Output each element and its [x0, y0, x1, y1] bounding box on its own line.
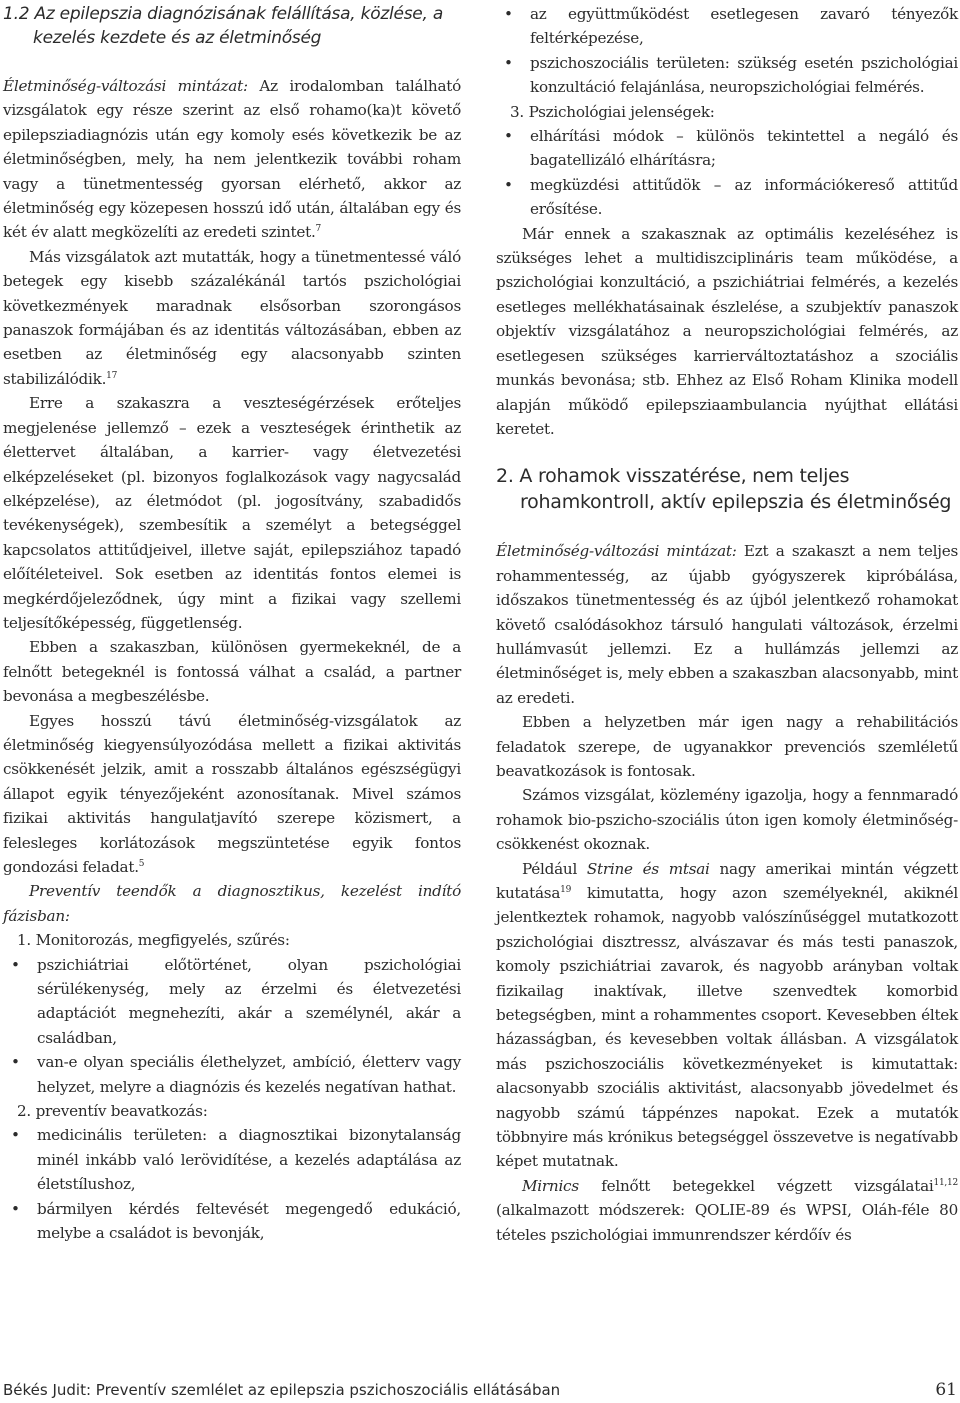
- page-footer: [3, 1380, 957, 1400]
- paragraph: [496, 857, 958, 1174]
- paragraph-text: felnőtt betegekkel végzett vizsgálatai: [578, 1176, 934, 1195]
- paragraph-text: Egyes hosszú távú életminőség-vizsgálatok az életminőség kiegyensúlyozódása mellett a fizikai aktivitás csökkenését jelzik, amit a rosszabb általános egészségügyi állapot egyik tényezőjeként azonosítanak. Mivel számos fizikai aktivitás hangulatjavító szerepe közismert, a felesleges korlátozások megszüntetése egyik fontos gondozási feladat.: [3, 711, 461, 876]
- paragraph: [496, 1174, 958, 1247]
- bullet-list: [3, 953, 461, 1099]
- list-item: • medicinális területen: a diagnosztikai bizonytalanság minél inkább való lerövidítése, a kezelés adaptálása az életstílushoz,: [37, 1123, 461, 1196]
- reference-mark: 11,12: [933, 1177, 958, 1188]
- paragraph-text: Ezt a szakaszt a nem teljes rohammentesség, az újabb gyógyszerek kipróbálása, időszakos tünetmentesség és az újból jelentkező rohamokat követő csalódásokhoz társuló hangulati változások, érzelmi hullámvasút jellemzi. Ez a hullámzás jellemzi az életminőséget is, mely ebben a szakaszban alacsonyabb, mint az eredeti.: [496, 542, 958, 707]
- author-name: Mirnics: [522, 1176, 579, 1195]
- list-title: 1. Monitorozás, megfigyelés, szűrés:: [17, 931, 290, 950]
- paragraph-text: Más vizsgálatok azt mutatták, hogy a tünetmentessé váló betegek egy kisebb százalékánál tartós pszichológiai következmények maradnak elsősorban szorongásos panaszok formájában és az identitás változásában, ebben az esetben az életminőség egy alacsonyabb szinten stabilizálódik.: [3, 247, 461, 388]
- list-item: • az együttműködést esetlegesen zavaró tényezők feltérképezése,: [530, 2, 958, 51]
- bullet-list: [496, 2, 958, 100]
- page-number: 61: [935, 1380, 957, 1400]
- paragraph: Ebben a szakaszban, különösen gyermekeknél, de a felnőtt betegeknél is fontossá válhat a család, a partner bevonása a megbeszélésbe.: [3, 638, 461, 706]
- subheading-label: Életminőség-változási mintázat:: [3, 77, 248, 95]
- list-item: • pszichoszociális területen: szükség esetén pszichológiai konzultáció felajánlása, neuropszichológiai felmérés.: [530, 51, 958, 100]
- paragraph-text: Például: [522, 859, 587, 878]
- section-title-2: 2. A rohamok visszatérése, nem teljes rohamkontroll, aktív epilepszia és életminőség: [496, 465, 952, 514]
- paragraph: [3, 245, 461, 391]
- bullet-list: [496, 124, 958, 222]
- paragraph: Már ennek a szakasznak az optimális kezeléséhez is szükséges lehet a multidiszciplináris team működése, a pszichológiai konzultáció, a pszichiátriai felmérés, a kezelés esetleges mellékhatásainak észlelése, a szubjektív panaszok objektív vizsgálatához a neuropszichológiai felmérés, az esetlegesen szükséges karrierváltoztatáshoz a szociális munkás bevonása; stb. Ehhez az Első Roham Klinika modell alapján működő epilepsziaambulancia nyújthat ellátási keretet.: [496, 224, 958, 438]
- reference-mark: 5: [138, 858, 145, 869]
- right-column: [496, 2, 958, 1247]
- list-item: • pszichiátriai előtörténet, olyan pszichológiai sérülékenység, mely az érzelmi és életvezetési adaptációt megnehezíti, akár a személynél, akár a családban,: [37, 953, 461, 1051]
- subheading-label: Életminőség-változási mintázat:: [496, 542, 737, 561]
- paragraph: Ebben a helyzetben már igen nagy a rehabilitációs feladatok szerepe, de ugyanakkor prevenciós szemléletű beavatkozások is fontosak.: [496, 713, 958, 780]
- list-item: • elhárítási módok – különös tekintettel a negáló és bagatellizáló elhárításra;: [530, 124, 958, 173]
- list-item: • bármilyen kérdés feltevését megengedő edukáció, melybe a családot is bevonják,: [37, 1197, 461, 1246]
- reference-mark: 7: [315, 224, 322, 235]
- running-title: Békés Judit: Preventív szemlélet az epilepszia pszichoszociális ellátásában: [3, 1381, 561, 1399]
- subheading-preventive-tasks: Preventív teendők a diagnosztikus, kezelést indító fázisban:: [3, 882, 461, 925]
- left-column: [3, 2, 461, 1246]
- paragraph: [496, 539, 958, 710]
- paragraph-text: Az irodalomban található vizsgálatok egy része szerint az első rohamo(ka)t követő epilepsziadiagnózis után egy komoly esés következik be az életminőségben, mely, ha nem jelentkezik további roham vagy a tünetmentesség gyorsan elérhető, akkor az életminőség egy közepesen hosszú idő után, általában egy és két év alatt megközelíti az eredeti szintet.: [3, 77, 461, 242]
- paragraph-text: (alkalmazott módszerek: QOLIE-89 és WPSI, Oláh-féle 80 tételes pszichológiai immunrendszer kérdőív és: [496, 1201, 958, 1244]
- reference-mark: 17: [106, 370, 118, 381]
- author-name: Strine és mtsai: [586, 859, 710, 878]
- paragraph: [3, 74, 461, 245]
- paragraph: Erre a szakaszra a veszteségérzések erőteljes megjelenése jellemző – ezek a veszteségek érinthetik az élettervet általában, a karrier- vagy életvezetési elképzeléseket (pl. bizonyos foglalkozások vagy nagycsalád elképzelése), az életmódot (pl. jogosítvány, szabadidős tevékenységek), szembesítik a személyt a betegséggel kapcsolatos attitűdjeivel, illetve saját, epilepsziához tapadó előítéleteivel. Sok esetben az identitás fontos elemei is megkérdőjeleződnek, úgy mint a fizikai vagy szellemi teljesítőképesség, függetlenség.: [3, 394, 461, 632]
- paragraph-text: nagy amerikai mintán végzett kutatása: [496, 859, 959, 902]
- paragraph: Számos vizsgálat, közlemény igazolja, hogy a fennmaradó rohamok bio-pszicho-szociális úton igen komoly életminőség-csökkenést okoznak.: [496, 786, 958, 854]
- paragraph: [3, 709, 461, 880]
- reference-mark: 19: [560, 884, 572, 895]
- section-title-1-2: 1.2 Az epilepszia diagnózisának felállítása, közlése, a kezelés kezdete és az életminőség: [3, 4, 443, 48]
- list-title: 2. preventív beavatkozás:: [17, 1102, 208, 1121]
- paragraph-text: kimutatta, hogy azon személyeknél, akiknél jelentkeztek rohamok, nagyobb valószínűséggel mutatkozott pszichológiai disztressz, alvászavar és más testi panaszok, komoly pszichiátriai zavarok, és nagyobb arányban voltak fizikailag inaktívak, illetve szenvedtek komorbid betegségben, mint a rohammentes csoport. Kevesebben éltek házasságban, és kevesebben voltak állásban. A vizsgálatok más pszichoszociális következményeket is kimutattak: alacsonyabb szociális aktivitást, alacsonyabb jövedelmet és nagyobb számú táppénzes napokat. Ezek a mutatók többnyire más krónikus betegséggel összevetve is negatívabb képet mutatnak.: [496, 884, 958, 1171]
- list-item: • van-e olyan speciális élethelyzet, ambíció, életterv vagy helyzet, melyre a diagnózis és kezelés negatívan hathat.: [37, 1050, 461, 1099]
- list-item: • megküzdési attitűdök – az információkereső attitűd erősítése.: [530, 173, 958, 222]
- list-title: 3. Pszichológiai jelenségek:: [510, 102, 715, 121]
- bullet-list: [3, 1123, 461, 1245]
